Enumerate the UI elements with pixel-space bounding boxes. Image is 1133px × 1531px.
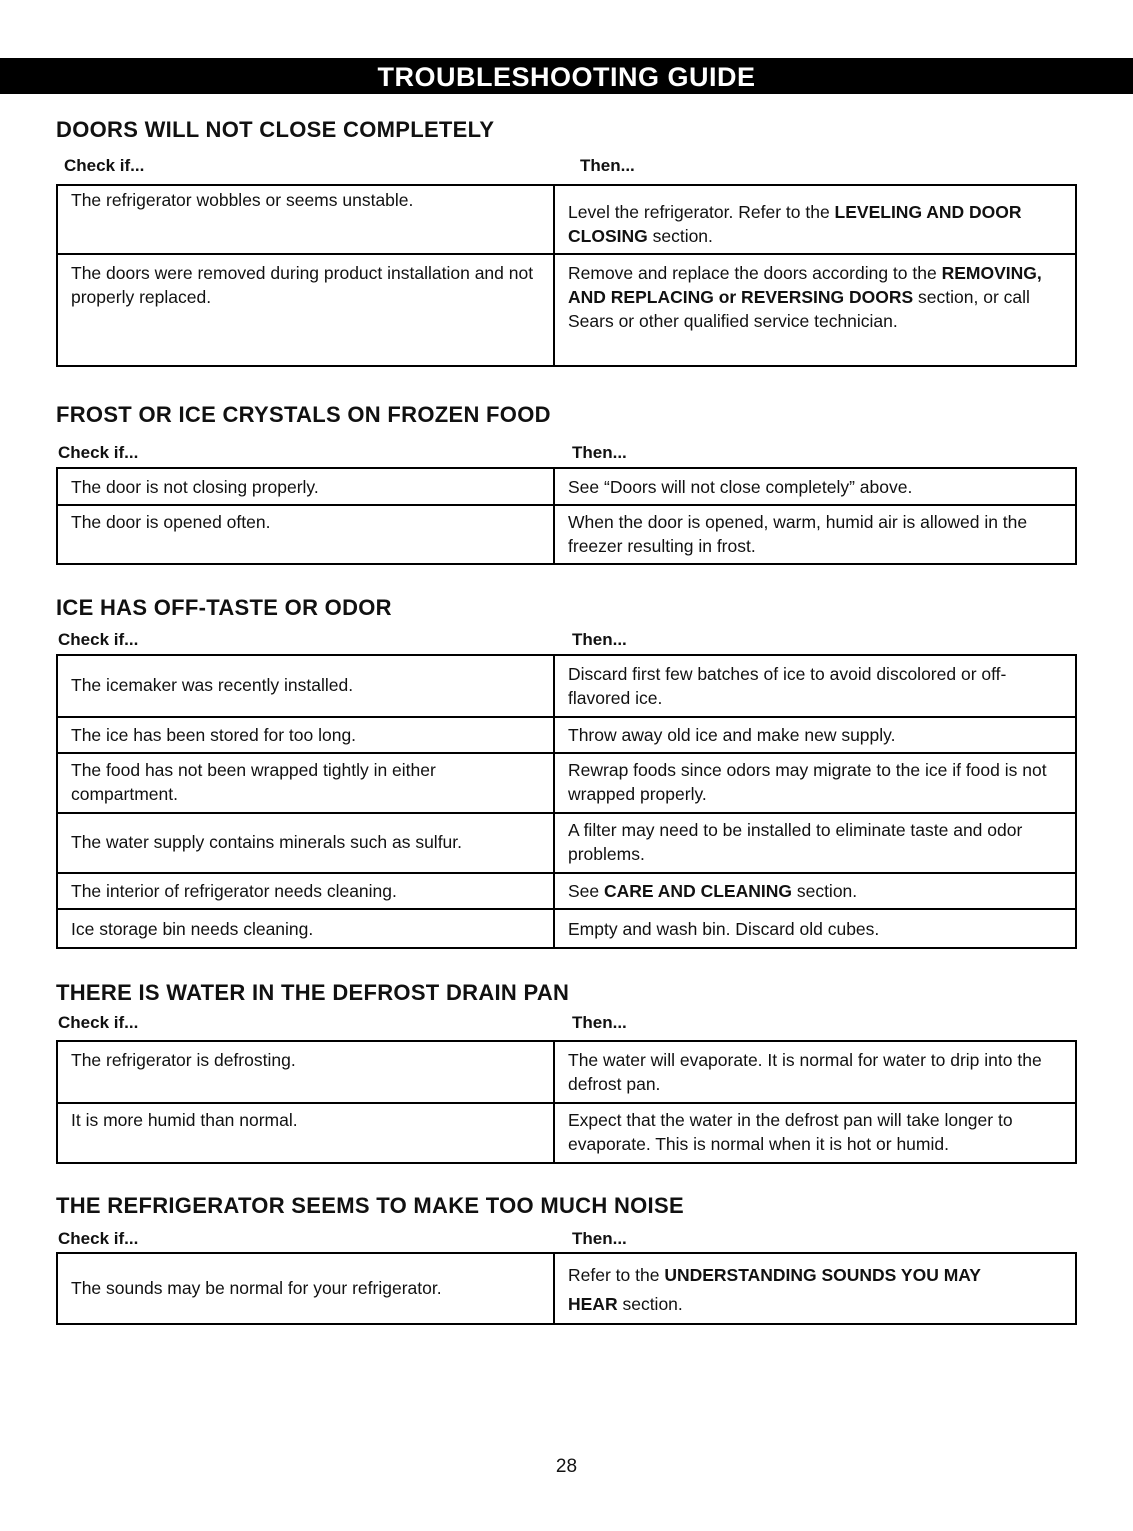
doors-table <box>56 184 1077 367</box>
section-heading-drain-pan: THERE IS WATER IN THE DEFROST DRAIN PAN <box>56 980 570 1005</box>
then-text: section. <box>617 1294 683 1314</box>
then-cell: Expect that the water in the defrost pan will take longer to evaporate. This is normal when it is hot or humid. <box>554 1103 1076 1163</box>
then-text: section. <box>647 226 713 246</box>
section-heading-ice: ICE HAS OFF-TASTE OR ODOR <box>56 595 392 620</box>
then-label: Then... <box>572 1013 627 1032</box>
table-row <box>57 1253 1076 1324</box>
then-label: Then... <box>572 630 627 649</box>
then-cell: The water will evaporate. It is normal for water to drip into the defrost pan. <box>554 1041 1076 1103</box>
table-row <box>57 717 1076 753</box>
then-cell <box>554 873 1076 909</box>
table-row <box>57 873 1076 909</box>
then-cell <box>554 1253 1076 1324</box>
table-row <box>57 909 1076 948</box>
then-bold-text: LEVELING AND DOOR CLOSING <box>568 202 1022 246</box>
check-cell: The doors were removed during product installation and not properly replaced. <box>57 254 554 366</box>
then-cell: A filter may need to be installed to eliminate taste and odor problems. <box>554 813 1076 873</box>
page-number: 28 <box>555 1456 578 1477</box>
check-cell: The water supply contains minerals such as sulfur. <box>57 813 554 873</box>
then-text: section. <box>791 881 858 901</box>
noise-table <box>56 1252 1077 1325</box>
section-heading-noise: THE REFRIGERATOR SEEMS TO MAKE TOO MUCH NOISE <box>56 1193 684 1218</box>
check-cell: The icemaker was recently installed. <box>57 655 554 717</box>
then-bold-text: CARE AND CLEANING <box>604 881 792 901</box>
section-heading-frost: FROST OR ICE CRYSTALS ON FROZEN FOOD <box>56 402 551 427</box>
then-text: Remove and replace the doors according to the <box>568 263 942 283</box>
check-cell: The interior of refrigerator needs cleaning. <box>57 873 554 909</box>
then-cell: When the door is opened, warm, humid air is allowed in the freezer resulting in frost. <box>554 505 1076 564</box>
check-cell: It is more humid than normal. <box>57 1103 554 1163</box>
then-label: Then... <box>580 156 635 175</box>
table-row <box>57 813 1076 873</box>
check-cell: The refrigerator wobbles or seems unstable. <box>57 185 554 254</box>
check-cell: The sounds may be normal for your refrigerator. <box>57 1253 554 1324</box>
table-row <box>57 254 1076 366</box>
then-cell: See “Doors will not close completely” above. <box>554 468 1076 505</box>
then-cell: Throw away old ice and make new supply. <box>554 717 1076 753</box>
check-cell: Ice storage bin needs cleaning. <box>57 909 554 948</box>
then-bold-text: UNDERSTANDING SOUNDS YOU MAY HEAR <box>568 1265 981 1314</box>
check-cell: The door is opened often. <box>57 505 554 564</box>
check-if-label: Check if... <box>58 1013 139 1032</box>
check-if-label: Check if... <box>58 630 139 649</box>
table-row <box>57 468 1076 505</box>
section-heading-doors: DOORS WILL NOT CLOSE COMPLETELY <box>56 117 495 142</box>
then-cell <box>554 185 1076 254</box>
check-cell: The ice has been stored for too long. <box>57 717 554 753</box>
then-cell <box>554 254 1076 366</box>
check-cell: The refrigerator is defrosting. <box>57 1041 554 1103</box>
then-cell: Rewrap foods since odors may migrate to the ice if food is not wrapped properly. <box>554 753 1076 813</box>
table-row <box>57 1103 1076 1163</box>
check-cell: The door is not closing properly. <box>57 468 554 505</box>
ice-table <box>56 654 1077 949</box>
then-text: section, or call Sears or other qualified service technician. <box>568 287 1030 331</box>
table-row <box>57 1041 1076 1103</box>
check-cell: The food has not been wrapped tightly in either compartment. <box>57 753 554 813</box>
then-text: See <box>568 881 604 901</box>
then-bold-text: REMOVING, AND REPLACING or REVERSING DOORS <box>568 263 1042 307</box>
table-row <box>57 655 1076 717</box>
frost-table <box>56 467 1077 565</box>
then-text: Refer to the <box>568 1265 665 1285</box>
then-cell: Discard first few batches of ice to avoid discolored or off-flavored ice. <box>554 655 1076 717</box>
drain-pan-table <box>56 1040 1077 1164</box>
table-row <box>57 753 1076 813</box>
table-row <box>57 185 1076 254</box>
table-row <box>57 505 1076 564</box>
check-if-label: Check if... <box>58 1229 139 1248</box>
page-title: TROUBLESHOOTING GUIDE <box>0 58 1133 94</box>
check-if-label: Check if... <box>58 443 139 462</box>
then-text: Level the refrigerator. Refer to the <box>568 202 835 222</box>
then-label: Then... <box>572 1229 627 1248</box>
then-label: Then... <box>572 443 627 462</box>
check-if-label: Check if... <box>64 156 145 175</box>
then-cell: Empty and wash bin. Discard old cubes. <box>554 909 1076 948</box>
